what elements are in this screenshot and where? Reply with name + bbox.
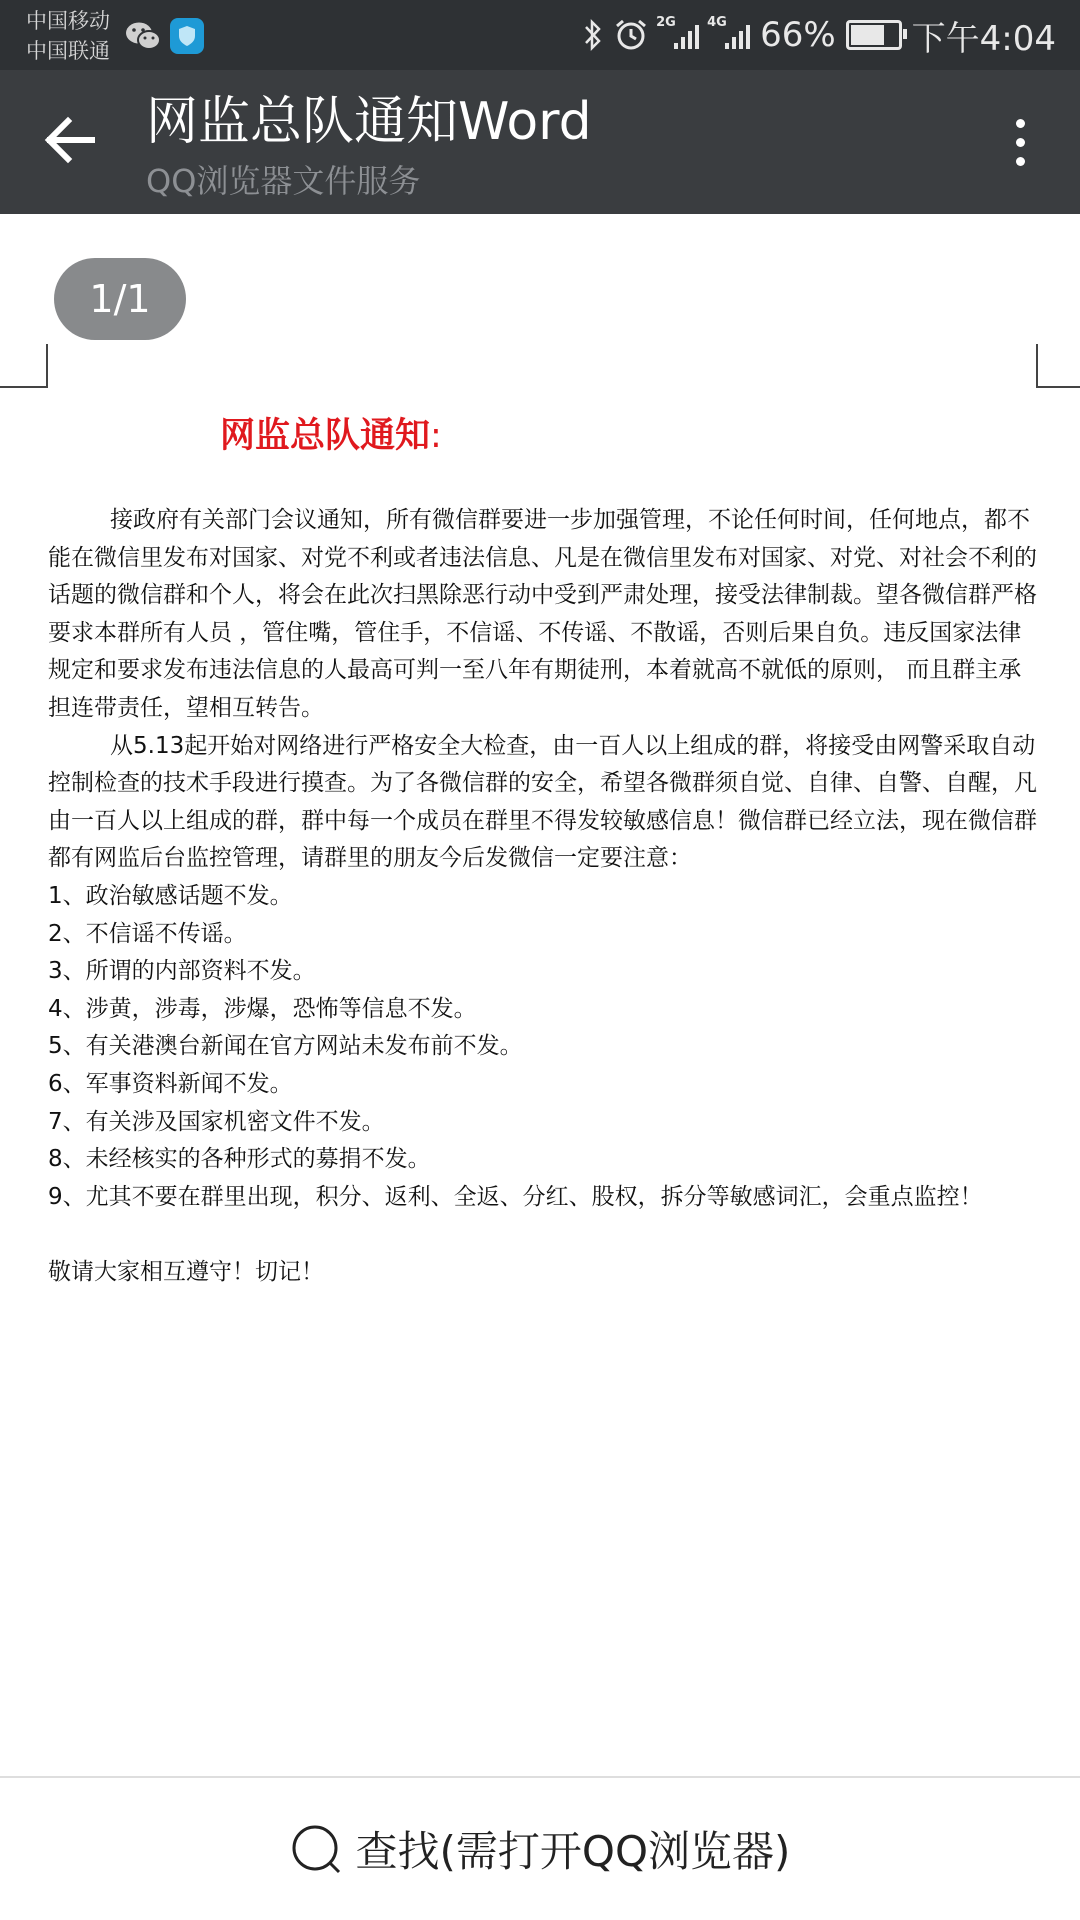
more-vert-icon[interactable] xyxy=(990,106,1050,178)
list-item: 8、未经核实的各种形式的募捐不发。 xyxy=(48,1146,431,1173)
carrier-info xyxy=(26,6,110,66)
paragraph-1: 接政府有关部门会议通知，所有微信群要进一步加强管理，不论任何时间，任何地点，都不能在微信里发布对国家、对党不利或者违法信息、凡是在微信里发布对国家、对党、对社会不利的话题的微信群和个人，将会在此次扫黑除恶行动中受到严肃处理，接受法律制裁。望各微信群严格要求本群所有人员 ，管住嘴，管住手，不信谣、不传谣、不散谣，否则后果自负。违反国家法律规定和要求发布违法信息的人最高可判一至八年有期徒刑，本着就高不就低的原则， 而且群主承担连带责任，望相互转告。 xyxy=(48,507,1037,721)
signal-4g-icon xyxy=(707,15,750,49)
list-item: 6、军事资料新闻不发。 xyxy=(48,1070,293,1097)
status-bar xyxy=(0,0,1080,70)
signal-2g-icon xyxy=(656,15,699,49)
carrier-2: 中国联通 xyxy=(26,39,110,63)
list-item: 1、政治敏感话题不发。 xyxy=(48,882,293,909)
list-item: 2、不信谣不传谣。 xyxy=(48,920,247,947)
battery-percent: 66% xyxy=(760,15,836,55)
page-corner-mark-left xyxy=(0,344,48,388)
closing-line: 敬请大家相互遵守！切记！ xyxy=(48,1258,324,1285)
bluetooth-icon xyxy=(582,18,604,52)
find-button[interactable] xyxy=(0,1778,1080,1920)
list-item: 9、尤其不要在群里出现，积分、返利、全返、分红、股权，拆分等敏感词汇，会重点监控！ xyxy=(48,1183,983,1210)
list-item: 4、涉黄，涉毒，涉爆，恐怖等信息不发。 xyxy=(48,995,477,1022)
list-item: 3、所谓的内部资料不发。 xyxy=(48,958,316,985)
app-bar xyxy=(0,70,1080,214)
paragraph-2: 从5.13起开始对网络进行严格安全大检查，由一百人以上组成的群，将接受由网警采取自动控制检查的技术手段进行摸查。为了各微信群的安全，希望各微群须自觉、自律、自警、自醒，凡由一百人以上组成的群，群中每一个成员在群里不得发较敏感信息！微信群已经立法，现在微信群都有网监后台监控管理，请群里的朋友今后发微信一定要注意： xyxy=(48,732,1037,872)
blank-line xyxy=(48,1216,1040,1254)
document-body xyxy=(48,502,1040,1291)
page-corner-mark-right xyxy=(1036,344,1080,388)
net-type-2: 4G xyxy=(707,15,727,30)
back-arrow-icon[interactable] xyxy=(40,108,104,172)
list-item: 7、有关涉及国家机密文件不发。 xyxy=(48,1108,385,1135)
page-indicator: 1/1 xyxy=(54,258,186,340)
wechat-icon xyxy=(124,20,162,52)
alarm-icon xyxy=(614,18,648,52)
list-item: 5、有关港澳台新闻在官方网站未发布前不发。 xyxy=(48,1033,523,1060)
battery-icon xyxy=(846,20,902,50)
document-heading xyxy=(220,408,442,458)
battery-fill xyxy=(851,25,884,45)
page-title: 网监总队通知Word xyxy=(146,92,592,152)
carrier-1: 中国移动 xyxy=(26,9,110,33)
find-label: 查找(需打开QQ浏览器) xyxy=(355,1827,791,1876)
search-icon xyxy=(290,1823,342,1875)
status-icons xyxy=(582,10,1056,60)
page-subtitle: QQ浏览器文件服务 xyxy=(146,162,421,200)
net-type-1: 2G xyxy=(656,15,676,30)
clock: 下午4:04 xyxy=(911,18,1056,59)
shield-icon xyxy=(170,18,204,54)
heading-colon: : xyxy=(430,416,442,456)
heading-text: 网监总队通知 xyxy=(220,416,431,456)
